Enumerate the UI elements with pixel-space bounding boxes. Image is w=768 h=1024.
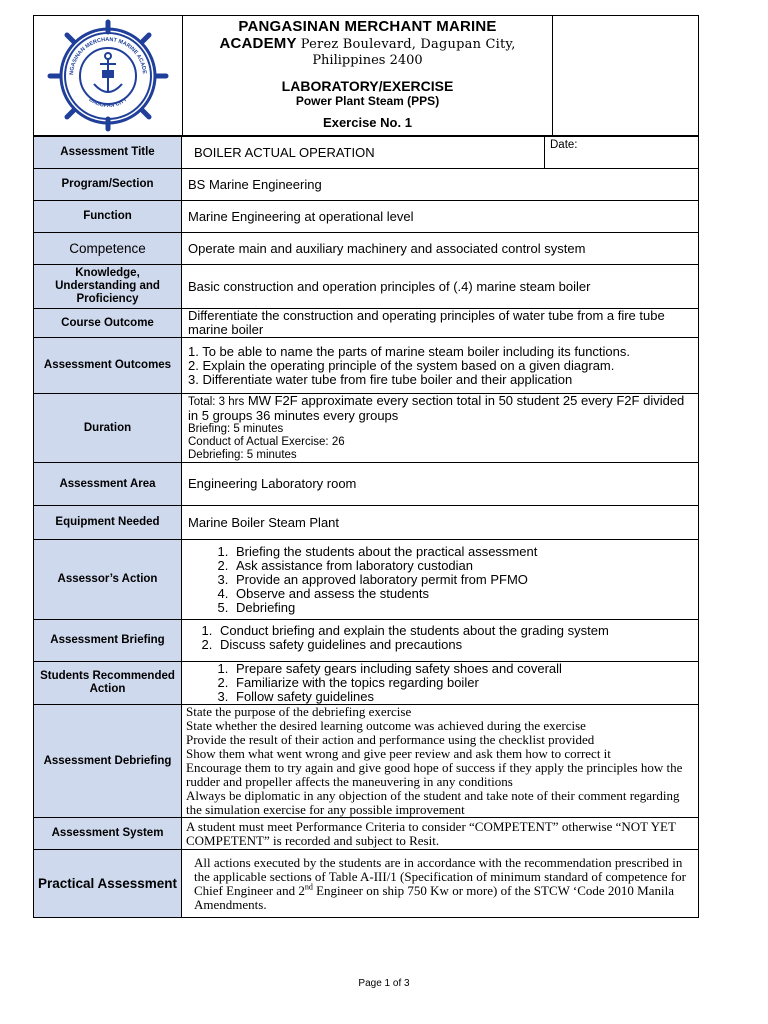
logo-cell xyxy=(34,16,183,135)
page-number: Page 1 of 3 xyxy=(358,978,410,989)
label-practical-assessment: Practical Assessment xyxy=(34,850,182,918)
label-assessment-briefing: Assessment Briefing xyxy=(34,620,182,662)
row-assessment-title xyxy=(34,137,699,169)
value-program: BS Marine Engineering xyxy=(182,169,699,201)
course-name: Power Plant Steam (PPS) xyxy=(295,94,440,108)
label-competence: Competence xyxy=(34,233,182,265)
label-function: Function xyxy=(34,201,182,233)
label-assessment-debriefing: Assessment Debriefing xyxy=(34,705,182,818)
label-assessment-title: Assessment Title xyxy=(34,137,182,169)
outcome-item: 2. Explain the operating principle of the system based on a given diagram. xyxy=(188,357,615,373)
duration-total-text: MW F2F approximate every section total in 50 student 25 every F2F divided in 5 groups 36 minutes every groups xyxy=(188,393,685,423)
debrief-line: Always be diplomatic in any objection of the student and take note of their comment regarding the simulation exercise for any possible improvement xyxy=(186,788,680,817)
outcome-item: 1. To be able to name the parts of marine steam boiler including its functions. xyxy=(188,343,631,359)
duration-total-prefix: Total: 3 hrs xyxy=(188,396,245,408)
debrief-line: Provide the result of their action and performance using the checklist provided xyxy=(186,732,595,747)
outcome-item: 3. Differentiate water tube from fire tube boiler and their application xyxy=(188,371,573,387)
duration-debriefing: Debriefing: 5 minutes xyxy=(188,449,297,461)
row-assessment-area xyxy=(34,463,699,506)
row-kup xyxy=(34,265,699,309)
value-students-action xyxy=(182,662,699,705)
label-program: Program/Section xyxy=(34,169,182,201)
assessment-table xyxy=(33,136,699,918)
value-equipment: Marine Boiler Steam Plant xyxy=(182,506,699,540)
value-kup: Basic construction and operation principles of (.4) marine steam boiler xyxy=(182,265,699,309)
academy-seal-logo xyxy=(34,16,182,135)
debrief-line: State the purpose of the debriefing exercise xyxy=(186,704,412,719)
svg-text:DAGUPAN CITY xyxy=(88,97,129,109)
debrief-line: Show them what went wrong and give peer review and ask them how to correct it xyxy=(186,746,611,761)
row-assessment-debriefing xyxy=(34,705,699,818)
label-students-action: Students Recommended Action xyxy=(34,662,182,705)
row-assessment-outcomes xyxy=(34,338,699,394)
value-course-outcome: Differentiate the construction and operating principles of water tube from a fire tube marine boiler xyxy=(182,309,699,338)
exercise-number: Exercise No. 1 xyxy=(323,115,412,130)
duration-conduct: Conduct of Actual Exercise: 26 xyxy=(188,436,345,448)
row-assessment-briefing xyxy=(34,620,699,662)
value-assessment-title: BOILER ACTUAL OPERATION xyxy=(182,137,545,169)
header-title-block xyxy=(182,16,553,135)
practical-sup: nd xyxy=(304,882,313,892)
value-duration xyxy=(182,394,699,463)
row-duration xyxy=(34,394,699,463)
list-item: 2. Discuss safety guidelines and precautions xyxy=(216,638,692,652)
row-course-outcome xyxy=(34,309,699,338)
label-assessment-outcomes: Assessment Outcomes xyxy=(34,338,182,394)
label-duration: Duration xyxy=(34,394,182,463)
debrief-line: Encourage them to try again and give good hope of success if they apply the principles how the rudder and propeller affects the maneuvering in any conditions xyxy=(186,760,683,789)
label-course-outcome: Course Outcome xyxy=(34,309,182,338)
document-sheet xyxy=(33,15,699,918)
row-practical-assessment xyxy=(34,850,699,918)
value-competence: Operate main and auxiliary machinery and associated control system xyxy=(182,233,699,265)
value-assessors-action xyxy=(182,540,699,620)
label-assessment-system: Assessment System xyxy=(34,818,182,850)
value-assessment-outcomes xyxy=(182,338,699,394)
doc-type: LABORATORY/EXERCISE xyxy=(281,78,454,94)
value-function: Marine Engineering at operational level xyxy=(182,201,699,233)
list-item: 5. Debriefing xyxy=(232,601,692,615)
row-students-action xyxy=(34,662,699,705)
value-assessment-system: A student must meet Performance Criteria to consider “COMPETENT” otherwise “NOT YET COMPETENT” is recorded and subject to Resit. xyxy=(182,818,699,850)
list-item: 1. Prepare safety gears including safety shoes and coverall xyxy=(232,662,692,676)
label-assessment-area: Assessment Area xyxy=(34,463,182,506)
label-kup: Knowledge, Understanding and Proficiency xyxy=(34,265,182,309)
practical-text-2: Engineer on ship 750 Kw or more) of the STCW ‘Code 2010 Manila Amendments. xyxy=(194,882,674,912)
row-assessment-system xyxy=(34,818,699,850)
list-item: 2. Ask assistance from laboratory custodian xyxy=(232,559,692,573)
list-item: 4. Observe and assess the students xyxy=(232,587,692,601)
value-practical-assessment xyxy=(182,850,699,918)
practical-text-1: All actions executed by the students are in accordance with the recommendation prescribed in the applicable sections of Table A-III/1 (Specification of minimum standard of competence for Chief Engineer and 2 xyxy=(194,854,686,898)
row-function xyxy=(34,201,699,233)
row-competence xyxy=(34,233,699,265)
row-program xyxy=(34,169,699,201)
list-item: 3. Follow safety guidelines xyxy=(232,690,692,704)
svg-text:PANGASINAN MERCHANT MARINE ACA xyxy=(34,16,147,75)
duration-briefing: Briefing: 5 minutes xyxy=(188,423,284,435)
debrief-line: State whether the desired learning outcome was achieved during the exercise xyxy=(186,718,586,733)
school-name: PANGASINAN MERCHANT MARINE xyxy=(238,18,497,35)
row-assessors-action xyxy=(34,540,699,620)
list-item: 3. Provide an approved laboratory permit from PFMO xyxy=(232,573,692,587)
label-assessors-action: Assessor’s Action xyxy=(34,540,182,620)
value-assessment-debriefing xyxy=(182,705,699,818)
list-item: 2. Familiarize with the topics regarding boiler xyxy=(232,676,692,690)
list-item: 1. Conduct briefing and explain the students about the grading system xyxy=(216,624,692,638)
document-header xyxy=(33,15,699,136)
row-equipment xyxy=(34,506,699,540)
school-name-2: ACADEMY xyxy=(219,35,297,52)
seal-text-bottom: DAGUPAN CITY xyxy=(87,96,129,110)
school-address-1: Perez Boulevard, Dagupan City, xyxy=(300,37,516,52)
value-assessment-area: Engineering Laboratory room xyxy=(182,463,699,506)
header-right-cell xyxy=(552,16,698,135)
school-address-2: Philippines 2400 xyxy=(312,53,423,68)
label-equipment: Equipment Needed xyxy=(34,506,182,540)
seal-text-top: NGASINAN MERCHANT MARINE ACADE xyxy=(68,36,147,76)
date-field[interactable]: Date: xyxy=(545,137,699,169)
value-assessment-briefing xyxy=(182,620,699,662)
list-item: 1. Briefing the students about the practical assessment xyxy=(232,545,692,559)
